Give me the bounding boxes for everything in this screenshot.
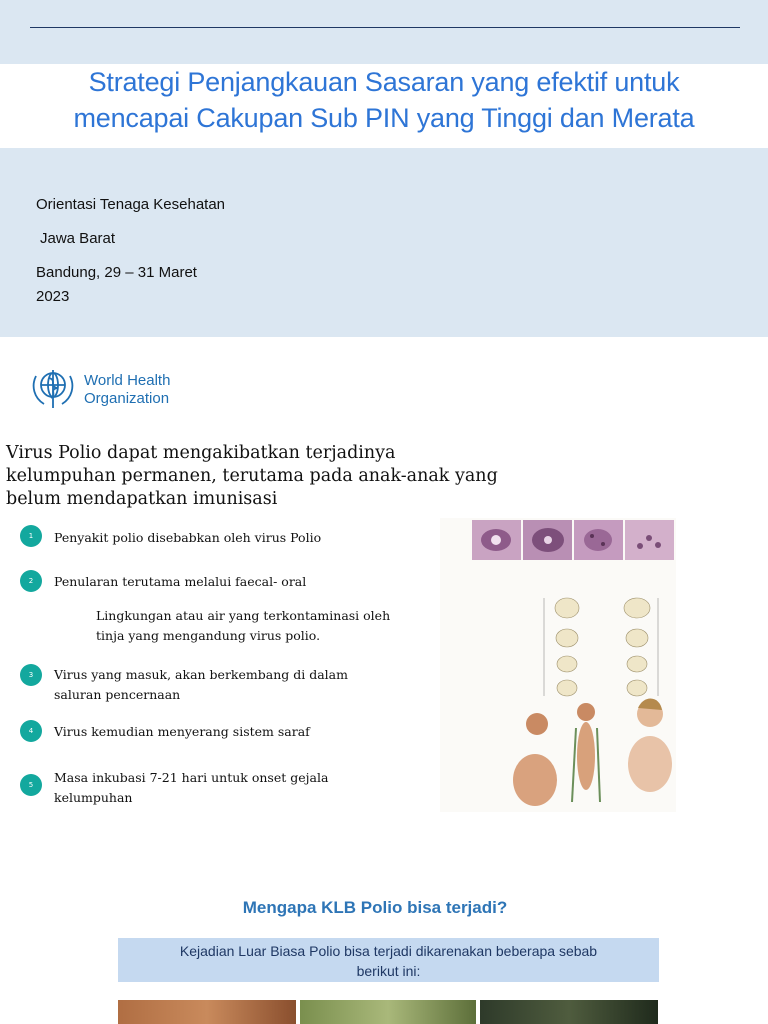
who-emblem-icon <box>28 366 78 412</box>
polio-pathology-illustration <box>440 518 676 812</box>
who-logo <box>28 366 188 416</box>
point-number: 2 <box>20 570 42 592</box>
callout-box <box>118 938 659 982</box>
point-text <box>54 572 384 592</box>
point-line: Penularan terutama melalui faecal- oral <box>54 574 307 589</box>
point-line: Virus yang masuk, akan berkembang di dalam <box>54 667 348 682</box>
callout-line-2: berikut ini: <box>356 963 421 979</box>
slide-title <box>0 64 768 136</box>
section-question: Mengapa KLB Polio bisa terjadi? <box>242 898 508 917</box>
point-text <box>54 528 384 548</box>
point-number: 1 <box>20 525 42 547</box>
title-line-1: Strategi Penjangkauan Sasaran yang efektif untuk <box>88 67 680 97</box>
who-wordmark <box>84 372 170 408</box>
date-line-1: Bandung, 29 – 31 Maret <box>36 264 197 281</box>
who-line-2: Organization <box>84 390 170 407</box>
point-text <box>54 722 384 742</box>
event-name: Orientasi Tenaga Kesehatan <box>36 196 226 213</box>
who-line-1: World Health <box>84 372 171 389</box>
point-line: Penyakit polio disebabkan oleh virus Polio <box>54 530 322 545</box>
point-text <box>54 665 384 705</box>
sub-line-1: Lingkungan atau air yang terkontaminasi oleh <box>96 608 391 623</box>
point-text <box>54 768 384 808</box>
point-line: Masa inkubasi 7-21 hari untuk onset gejala <box>54 770 329 785</box>
title-line-2: mencapai Cakupan Sub PIN yang Tinggi dan Merata <box>73 103 695 133</box>
event-date <box>36 261 197 309</box>
point-line: saluran pencernaan <box>54 687 181 702</box>
sub-line-2: tinja yang mengandung virus polio. <box>96 628 321 643</box>
point-line: Virus kemudian menyerang sistem saraf <box>54 724 310 739</box>
point-number: 3 <box>20 664 42 686</box>
lead-statement <box>6 442 511 511</box>
region-name: Jawa Barat <box>40 230 116 247</box>
point-number: 5 <box>20 774 42 796</box>
lead-line-2: kelumpuhan permanen, terutama pada anak-anak yang <box>6 466 498 486</box>
photo-3 <box>480 1000 658 1024</box>
point-number: 4 <box>20 720 42 742</box>
point-line: kelumpuhan <box>54 790 133 805</box>
date-line-2: 2023 <box>36 288 70 305</box>
callout-line-1: Kejadian Luar Biasa Polio bisa terjadi dikarenakan beberapa sebab <box>179 943 598 959</box>
sub-point-text <box>96 606 416 646</box>
callout-text <box>118 941 659 981</box>
illustration-graphic <box>440 518 676 812</box>
photo-1 <box>118 1000 296 1024</box>
photo-2 <box>300 1000 476 1024</box>
lead-line-1: Virus Polio dapat mengakibatkan terjadinya <box>6 443 396 463</box>
header-rule <box>30 27 740 28</box>
lead-line-3: belum mendapatkan imunisasi <box>6 489 278 509</box>
